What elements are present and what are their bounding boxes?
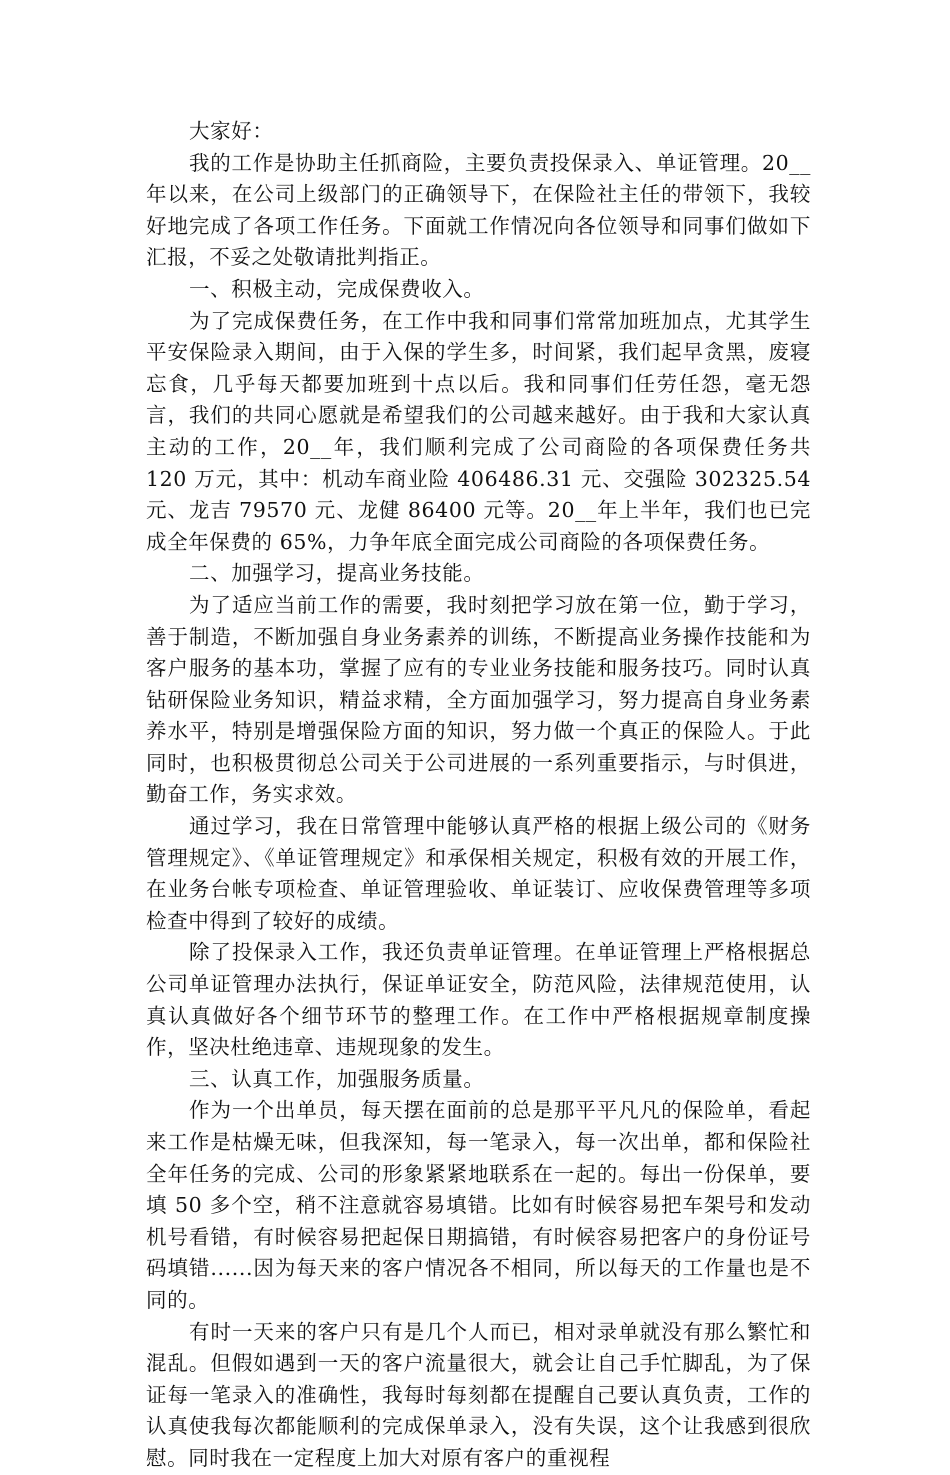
section-heading-3: 三、认真工作，加强服务质量。 <box>189 1066 485 1091</box>
section-3-paragraph-1: 作为一个出单员，每天摆在面前的总是那平平凡凡的保险单，看起来工作是枯燥无味，但我深知，每一笔录入，每一次出单，都和保险社全年任务的完成、公司的形象紧紧地联系在一起的。每出一份保单，要填 50 多个空，稍不注意就容易填错。比如有时候容易把车架号和发动机号看错，有时候容易把起保日期搞错，有时候容易把客户的身份证号码填错......因为每天来的客户情况各不相同，所以每天的工作量也是不同的。 <box>146 1098 811 1312</box>
section-2-paragraph-1: 为了适应当前工作的需要，我时刻把学习放在第一位，勤于学习，善于制造，不断加强自身业务素养的训练，不断提高业务操作技能和为客户服务的基本功，掌握了应有的专业业务技能和服务技巧。同时认真钻研保险业务知识，精益求精，全方面加强学习，努力提高自身业务素养水平，特别是增强保险方面的知识，努力做一个真正的保险人。于此同时，也积极贯彻总公司关于公司进展的一系列重要指示，与时俱进，勤奋工作，务实求效。 <box>146 592 811 807</box>
greeting: 大家好： <box>189 119 274 143</box>
section-3-paragraph-2: 有时一天来的客户只有是几个人而已，相对录单就没有那么繁忙和混乱。但假如遇到一天的客户流量很大，就会让自己手忙脚乱，为了保证每一笔录入的准确性，我每时每刻都在提醒自己要认真负责，工作的认真使我每次都能顺利的完成保单录入，没有失误，这个让我感到很欣慰。同时我在一定程度上加大对原有客户的重视程 <box>146 1319 811 1470</box>
document-body <box>146 116 811 1475</box>
section-2-paragraph-3: 除了投保录入工作，我还负责单证管理。在单证管理上严格根据总公司单证管理办法执行，保证单证安全，防范风险，法律规范使用，认真认真做好各个细节环节的整理工作。在工作中严格根据规章制度操作，坚决杜绝违章、违规现象的发生。 <box>146 940 811 1060</box>
section-2-paragraph-2: 通过学习，我在日常管理中能够认真严格的根据上级公司的《财务管理规定》、《单证管理规定》和承保相关规定，积极有效的开展工作，在业务台帐专项检查、单证管理验收、单证装订、应收保费管理等多项检查中得到了较好的成绩。 <box>146 814 811 933</box>
section-heading-2: 二、加强学习，提高业务技能。 <box>189 561 485 586</box>
intro-paragraph: 我的工作是协助主任抓商险，主要负责投保录入、单证管理。20__年以来，在公司上级部门的正确领导下，在保险社主任的带领下，我较好地完成了各项工作任务。下面就工作情况向各位领导和同事们做如下汇报，不妥之处敬请批判指正。 <box>146 150 811 270</box>
section-1-paragraph: 为了完成保费任务，在工作中我和同事们常常加班加点，尤其学生平安保险录入期间，由于入保的学生多，时间紧，我们起早贪黑，废寝忘食，几乎每天都要加班到十点以后。我和同事们任劳任怨，毫无怨言，我们的共同心愿就是希望我们的公司越来越好。由于我和大家认真主动的工作，20__年，我们顺利完成了公司商险的各项保费任务共 120 万元，其中：机动车商业险 406486.31 元、交强险 302325.54 元、龙吉 79570 元、龙健 86400 元等。20__年上半年，我们也已完成全年保费的 65%，力争年底全面完成公司商险的各项保费任务。 <box>146 308 811 554</box>
section-heading-1: 一、积极主动，完成保费收入。 <box>189 276 485 301</box>
